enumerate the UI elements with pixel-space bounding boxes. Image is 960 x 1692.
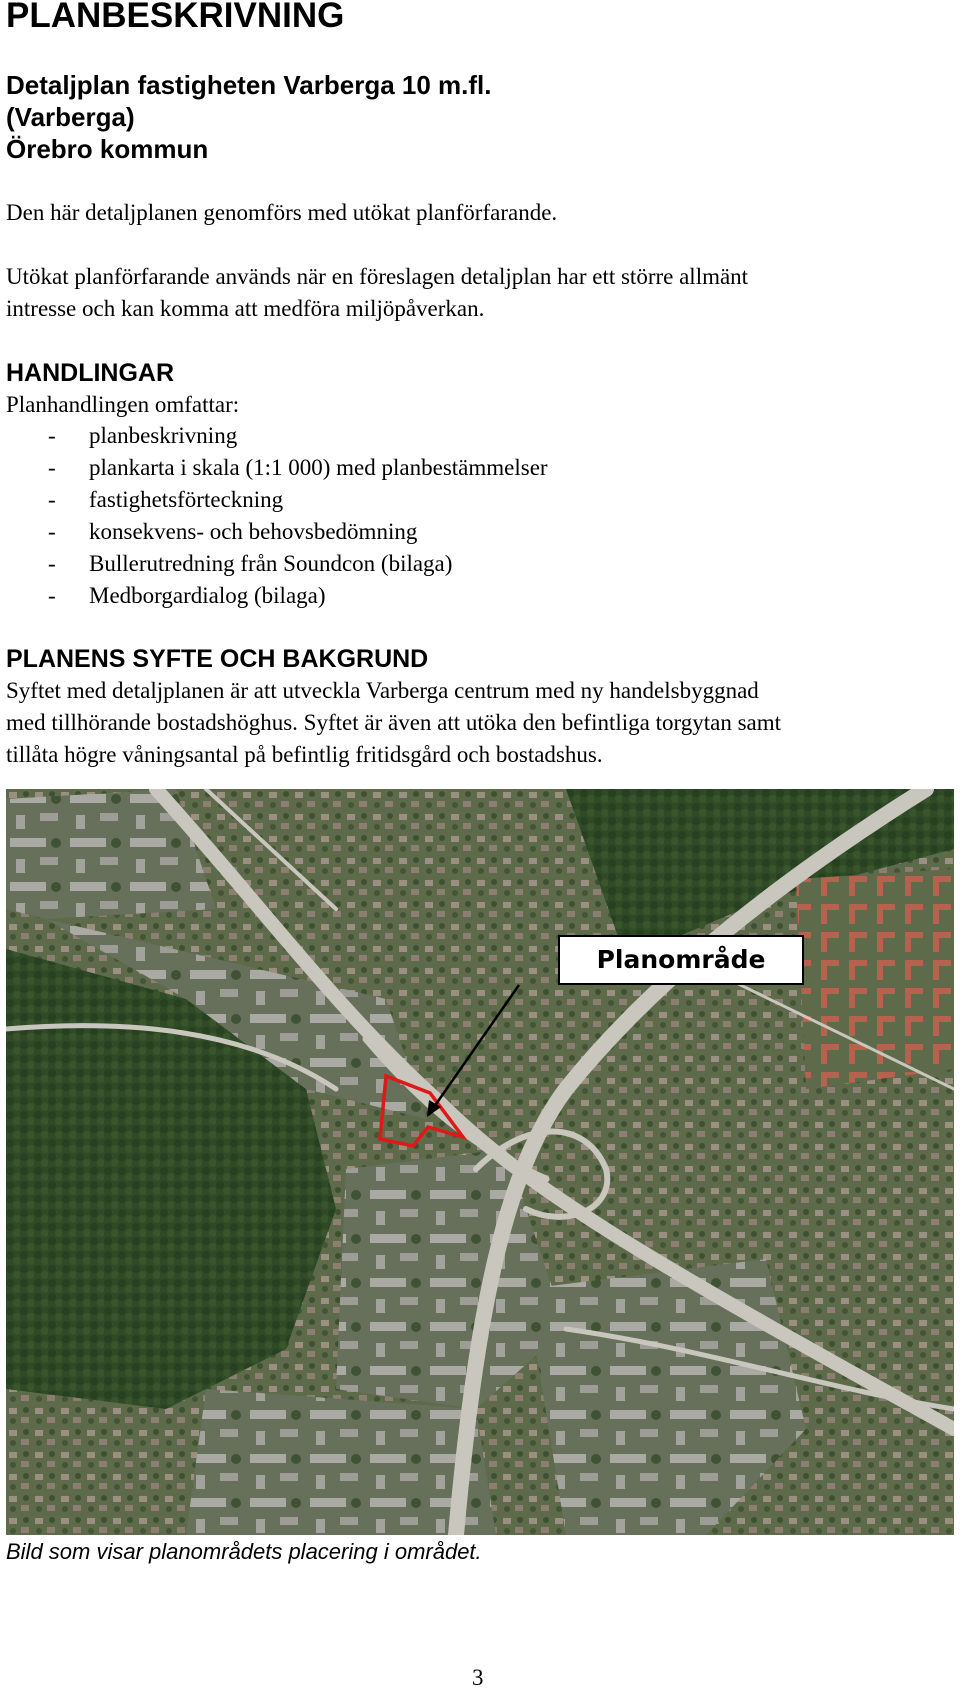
syfte-line1: Syftet med detaljplanen är att utveckla Varberga centrum med ny handelsbyggnad [6, 678, 759, 703]
list-bullet: - [48, 583, 56, 608]
document-list [6, 420, 548, 612]
list-bullet: - [48, 423, 56, 448]
document-title: PLANBESKRIVNING [6, 0, 345, 35]
list-item-text: Medborgardialog (bilaga) [89, 583, 326, 608]
list-item-text: Bullerutredning från Soundcon (bilaga) [89, 551, 453, 576]
list-bullet: - [48, 487, 56, 512]
plan-heading [6, 69, 491, 165]
plan-area-label: Planområde [558, 935, 804, 985]
aerial-map [6, 789, 954, 1535]
syfte-line3: tillåta högre våningsantal på befintlig fritidsgård och bostadshus. [6, 742, 603, 767]
list-item-text: plankarta i skala (1:1 000) med planbestämmelser [89, 455, 548, 480]
list-item [6, 420, 548, 452]
list-item [6, 452, 548, 484]
apartment-blocks [796, 869, 954, 1089]
plan-title-line2: (Varberga) [6, 102, 135, 132]
list-bullet: - [48, 455, 56, 480]
list-bullet: - [48, 519, 56, 544]
list-item-text: fastighetsförteckning [89, 487, 284, 512]
handlingar-heading: HANDLINGAR [6, 359, 175, 387]
aerial-photo [6, 789, 954, 1535]
list-item [6, 484, 548, 516]
list-item [6, 516, 548, 548]
list-item-text: planbeskrivning [89, 423, 238, 448]
handlingar-intro: Planhandlingen omfattar: [6, 392, 240, 417]
procedure-explanation-line2: intresse och kan komma att medföra miljöpåverkan. [6, 296, 485, 321]
list-item [6, 548, 548, 580]
list-bullet: - [48, 551, 56, 576]
procedure-text: Den här detaljplanen genomförs med utökat planförfarande. [6, 200, 558, 225]
figure-caption: Bild som visar planområdets placering i området. [6, 1539, 482, 1564]
syfte-line2: med tillhörande bostadshöghus. Syftet är även att utöka den befintliga torgytan samt [6, 710, 782, 735]
page-number: 3 [472, 1665, 484, 1690]
list-item-text: konsekvens- och behovsbedömning [89, 519, 418, 544]
plan-title-line1: Detaljplan fastigheten Varberga 10 m.fl. [6, 70, 492, 100]
municipality: Örebro kommun [6, 134, 209, 164]
procedure-explanation-line1: Utökat planförfarande används när en föreslagen detaljplan har ett större allmänt [6, 264, 749, 289]
syfte-heading: PLANENS SYFTE OCH BAKGRUND [6, 645, 429, 673]
list-item [6, 580, 548, 612]
apartment-blocks [186, 1389, 496, 1535]
